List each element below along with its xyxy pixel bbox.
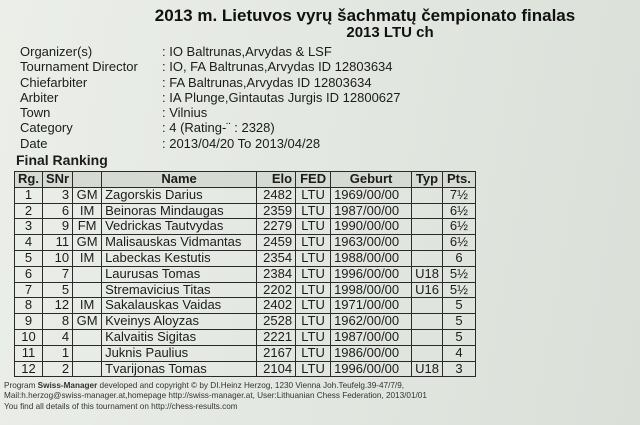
cell-rank: 7 [15,282,43,298]
cell-birth: 1998/00/00 [331,282,412,298]
cell-elo: 2354 [257,250,296,266]
cell-rank: 9 [15,314,43,330]
cell-name: Sakalauskas Vaidas [102,298,257,314]
cell-federation: LTU [296,219,331,235]
cell-start-number: 2 [42,361,72,377]
cell-federation: LTU [296,298,331,314]
info-label: Town [20,105,51,121]
cell-rank: 1 [15,187,43,203]
info-value: : Vilnius [162,105,208,121]
cell-name: Malisauskas Vidmantas [102,235,257,251]
table-row [15,282,476,298]
cell-elo: 2202 [257,282,296,298]
cell-start-number: 6 [42,203,72,219]
table-row [15,219,476,235]
table-row [15,329,476,345]
cell-title: GM [73,314,102,330]
cell-name: Laurusas Tomas [102,266,257,282]
info-label: Organizer(s) [20,44,93,59]
cell-birth: 1969/00/00 [331,187,412,203]
info-label: Category [20,120,73,136]
info-value: : 4 (Rating-¨ : 2328) [162,120,275,136]
footer-line-details: You find all details of this tournament on http://chess-results.com [4,401,238,411]
cell-name: Stremavicius Titas [102,282,257,298]
cell-title: IM [73,203,102,219]
info-value: : FA Baltrunas,Arvydas ID 12803634 [162,74,372,90]
cell-birth: 1986/00/00 [331,345,412,361]
cell-rank: 4 [15,235,43,251]
cell-start-number: 7 [42,266,72,282]
cell-title: IM [73,298,102,314]
cell-birth: 1988/00/00 [331,250,412,266]
cell-points: 5½ [442,266,475,282]
cell-points: 5½ [442,282,475,298]
cell-title [73,345,102,361]
cell-name: Vedrickas Tautvydas [102,219,257,235]
cell-type [412,329,443,345]
table-row [15,266,476,282]
footer-copyright: developed and copyright © by DI.Heinz Herzog, 1230 Vienna Joh.Teufelg.39-47/7/9, [97,381,405,390]
info-label: Date [20,135,48,151]
cell-rank: 3 [15,219,43,235]
cell-federation: LTU [296,329,331,345]
cell-birth: 1987/00/00 [331,203,412,219]
cell-start-number: 3 [42,187,72,203]
cell-start-number: 10 [42,250,72,266]
cell-rank: 11 [15,345,43,361]
cell-elo: 2402 [257,298,296,314]
tournament-info [18,44,401,151]
cell-birth: 1963/00/00 [331,235,412,251]
header-federation: FED [296,172,331,188]
cell-start-number: 1 [42,345,72,361]
cell-name: Beinoras Mindaugas [102,203,257,219]
info-row-date [18,136,401,151]
cell-rank: 2 [15,203,43,219]
cell-points: 7½ [442,187,475,203]
cell-type [412,250,443,266]
cell-federation: LTU [296,314,331,330]
cell-title [73,266,102,282]
cell-elo: 2167 [257,345,296,361]
cell-name: Labeckas Kestutis [102,250,257,266]
cell-federation: LTU [296,282,331,298]
cell-start-number: 5 [42,282,72,298]
info-value: : IO, FA Baltrunas,Arvydas ID 12803634 [162,59,393,75]
cell-start-number: 8 [42,314,72,330]
cell-points: 4 [442,345,475,361]
table-header-row [15,172,476,188]
tournament-title: 2013 m. Lietuvos vyrų šachmatų čempionato finalas [154,6,576,25]
cell-points: 5 [442,329,475,345]
table-row [15,314,476,330]
cell-title: FM [73,219,102,235]
cell-points: 5 [442,298,475,314]
cell-type [412,345,443,361]
cell-birth: 1987/00/00 [331,329,412,345]
cell-type [412,219,443,235]
table-row [15,235,476,251]
tournament-subtitle: 2013 LTU ch [346,24,434,41]
cell-federation: LTU [296,187,331,203]
header-type: Typ [412,172,443,188]
header-rank: Rg. [15,172,43,188]
cell-elo: 2528 [257,314,296,330]
cell-type: U18 [412,361,443,377]
cell-type: U16 [412,282,443,298]
cell-name: Zagorskis Darius [102,187,257,203]
section-title-final-ranking: Final Ranking [16,152,108,168]
cell-name: Tvarijonas Tomas [102,361,257,377]
cell-type [412,298,443,314]
cell-points: 6½ [442,203,475,219]
cell-federation: LTU [296,203,331,219]
cell-birth: 1996/00/00 [331,266,412,282]
info-label: Arbiter [20,89,59,105]
cell-elo: 2221 [257,329,296,345]
cell-type [412,187,443,203]
cell-federation: LTU [296,235,331,251]
cell-title [73,282,102,298]
cell-rank: 12 [15,361,43,377]
cell-birth: 1996/00/00 [331,361,412,377]
info-label: Chiefarbiter [20,74,88,90]
cell-elo: 2459 [257,235,296,251]
table-row [15,345,476,361]
cell-title: IM [73,250,102,266]
cell-rank: 8 [15,298,43,314]
header-title [73,172,102,188]
info-value: : IA Plunge,Gintautas Jurgis ID 12800627 [162,89,401,105]
cell-rank: 10 [15,329,43,345]
ranking-table [14,171,476,377]
cell-type [412,235,443,251]
header-name: Name [102,172,257,188]
info-row-organizer [18,44,401,59]
table-row [15,298,476,314]
footer-line-program [4,381,427,391]
cell-name: Kalvaitis Sigitas [102,329,257,345]
cell-type [412,314,443,330]
cell-name: Juknis Paulius [102,345,257,361]
footer-credits [4,381,427,412]
footer-prefix: Program [4,381,38,390]
info-value: : IO Baltrunas,Arvydas & LSF [162,44,332,59]
info-row-tournament-director [18,59,401,74]
cell-title: GM [73,235,102,251]
cell-federation: LTU [296,266,331,282]
cell-type: U18 [412,266,443,282]
header-points: Pts. [442,172,475,188]
table-row [15,203,476,219]
cell-elo: 2279 [257,219,296,235]
cell-points: 6½ [442,219,475,235]
cell-elo: 2104 [257,361,296,377]
cell-elo: 2359 [257,203,296,219]
cell-start-number: 4 [42,329,72,345]
cell-type [412,203,443,219]
table-row [15,250,476,266]
cell-birth: 1971/00/00 [331,298,412,314]
header-birth: Geburt [331,172,412,188]
cell-rank: 6 [15,266,43,282]
cell-title: GM [73,187,102,203]
info-label: Tournament Director [20,59,138,75]
table-row [15,187,476,203]
cell-start-number: 12 [42,298,72,314]
cell-start-number: 9 [42,219,72,235]
info-row-category [18,120,401,135]
cell-name: Kveinys Aloyzas [102,314,257,330]
cell-title [73,361,102,377]
cell-birth: 1990/00/00 [331,219,412,235]
cell-rank: 5 [15,250,43,266]
cell-start-number: 11 [42,235,72,251]
header-start-number: SNr [42,172,72,188]
cell-federation: LTU [296,250,331,266]
table-row [15,361,476,377]
header-elo: Elo [257,172,296,188]
info-row-chiefarbiter [18,75,401,90]
info-row-town [18,105,401,120]
cell-points: 3 [442,361,475,377]
cell-elo: 2384 [257,266,296,282]
cell-elo: 2482 [257,187,296,203]
cell-federation: LTU [296,345,331,361]
cell-birth: 1962/00/00 [331,314,412,330]
footer-line-contact: Mail:h.herzog@swiss-manager.at,homepage http://swiss-manager.at, User:Lithuanian Chess Federation, 2013/01/01 [4,391,427,401]
cell-points: 5 [442,314,475,330]
cell-points: 6 [442,250,475,266]
info-row-arbiter [18,90,401,105]
info-value: : 2013/04/20 To 2013/04/28 [162,135,321,151]
cell-federation: LTU [296,361,331,377]
cell-title [73,329,102,345]
cell-points: 6½ [442,235,475,251]
footer-program-name: Swiss-Manager [37,381,98,390]
